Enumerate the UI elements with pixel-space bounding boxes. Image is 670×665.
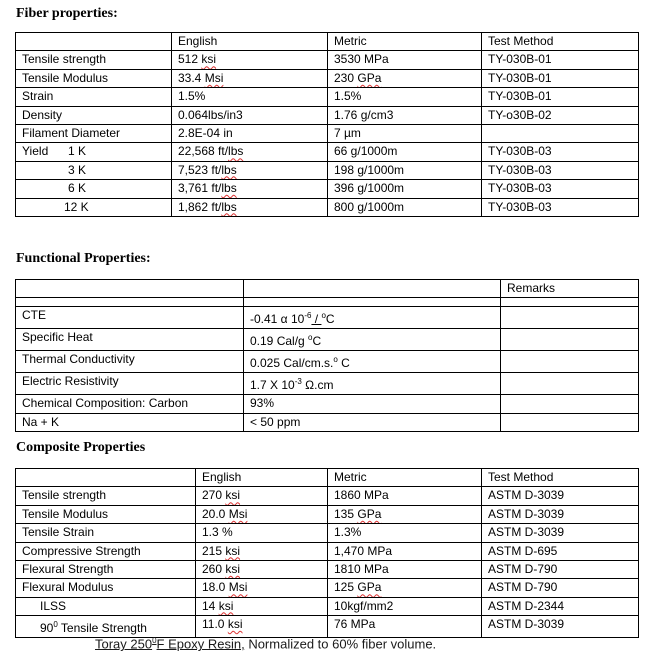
metric-value: 135 GPa bbox=[328, 505, 482, 523]
row-label bbox=[16, 180, 172, 198]
spell-check-squiggle: Msi bbox=[228, 506, 248, 521]
table-row bbox=[16, 51, 639, 69]
header-metric: Metric bbox=[328, 33, 482, 51]
row-label: Flexural Modulus bbox=[16, 579, 196, 597]
english-value: 2.8E-04 in bbox=[172, 124, 328, 142]
english-value: 3,761 ft/lbs bbox=[172, 180, 328, 198]
spell-check-squiggle: ksi bbox=[201, 52, 217, 67]
english-value: 512 ksi bbox=[172, 51, 328, 69]
spell-check-squiggle: ksi bbox=[218, 598, 234, 613]
spell-check-squiggle: GPa bbox=[357, 580, 382, 595]
english-value: 11.0 ksi bbox=[196, 616, 328, 638]
english-value: 22,568 ft/lbs bbox=[172, 143, 328, 161]
english-value: 0.064lbs/in3 bbox=[172, 106, 328, 124]
metric-value: 76 MPa bbox=[328, 616, 482, 638]
property-value: 1.7 X $10^{-3}$ Ω.cm bbox=[244, 373, 501, 395]
table-row bbox=[16, 505, 639, 523]
remarks-cell bbox=[501, 351, 639, 373]
english-value: 7,523 ft/lbs bbox=[172, 161, 328, 179]
metric-value: 3530 MPa bbox=[328, 51, 482, 69]
remarks-cell bbox=[501, 395, 639, 413]
row-label: Strain bbox=[16, 88, 172, 106]
tow-size: 6 K bbox=[68, 181, 87, 196]
english-value: 260 ksi bbox=[196, 560, 328, 578]
property-value: 93% bbox=[244, 395, 501, 413]
row-label: Thermal Conductivity bbox=[16, 351, 244, 373]
row-label bbox=[16, 161, 172, 179]
english-value: 1.5% bbox=[172, 88, 328, 106]
remarks-cell bbox=[501, 329, 639, 351]
table-row bbox=[16, 69, 639, 87]
table-row bbox=[16, 487, 639, 505]
table-row bbox=[16, 524, 639, 542]
test-method: ASTM D-3039 bbox=[482, 505, 639, 523]
english-value: 33.4 Msi bbox=[172, 69, 328, 87]
header-test-method: Test Method bbox=[482, 469, 639, 487]
spell-check-squiggle: GPa bbox=[357, 506, 382, 521]
table-row bbox=[16, 351, 639, 373]
table-row bbox=[16, 560, 639, 578]
header-cell bbox=[16, 33, 172, 51]
spell-check-squiggle: Msi bbox=[228, 580, 248, 595]
table-row bbox=[16, 307, 639, 329]
property-value: < 50 ppm bbox=[244, 413, 501, 431]
header-cell bbox=[16, 469, 196, 487]
table-row bbox=[16, 180, 639, 198]
row-label: Na + K bbox=[16, 413, 244, 431]
composite-table bbox=[15, 468, 639, 638]
metric-value: 230 GPa bbox=[328, 69, 482, 87]
row-label bbox=[16, 143, 172, 161]
table-row bbox=[16, 198, 639, 216]
row-label: ILSS bbox=[16, 597, 196, 615]
test-method: TY-o30B-02 bbox=[482, 106, 639, 124]
header-cell bbox=[244, 280, 501, 298]
remarks-cell bbox=[501, 307, 639, 329]
row-label: Chemical Composition: Carbon bbox=[16, 395, 244, 413]
composite-heading: Composite Properties bbox=[16, 440, 146, 455]
test-method bbox=[482, 124, 639, 142]
row-label: Density bbox=[16, 106, 172, 124]
english-value: 1,862 ft/lbs bbox=[172, 198, 328, 216]
table-row bbox=[16, 373, 639, 395]
functional-table bbox=[15, 279, 639, 432]
table-row bbox=[16, 329, 639, 351]
row-label: Tensile strength bbox=[16, 51, 172, 69]
property-value: 0.19 Cal/g $^o$C bbox=[244, 329, 501, 351]
row-label: Electric Resistivity bbox=[16, 373, 244, 395]
header-remarks: Remarks bbox=[501, 280, 639, 298]
table-row bbox=[16, 298, 639, 307]
test-method: TY-030B-03 bbox=[482, 143, 639, 161]
english-value: 20.0 Msi bbox=[196, 505, 328, 523]
test-method: TY-030B-03 bbox=[482, 180, 639, 198]
metric-value: 396 g/1000m bbox=[328, 180, 482, 198]
spell-check-squiggle: Msi bbox=[204, 70, 224, 85]
test-method: TY-030B-01 bbox=[482, 88, 639, 106]
header-test-method: Test Method bbox=[482, 33, 639, 51]
metric-value: 1,470 MPa bbox=[328, 542, 482, 560]
table-header-row bbox=[16, 33, 639, 51]
metric-value: 1810 MPa bbox=[328, 560, 482, 578]
english-value: 18.0 Msi bbox=[196, 579, 328, 597]
composite-footnote: Toray $250^0F$ Epoxy Resin, Normalized to 60% fiber volume. bbox=[95, 636, 437, 652]
row-label: Tensile Modulus bbox=[16, 505, 196, 523]
metric-value: 125 GPa bbox=[328, 579, 482, 597]
english-value: 270 ksi bbox=[196, 487, 328, 505]
row-label: Flexural Strength bbox=[16, 560, 196, 578]
table-row bbox=[16, 124, 639, 142]
metric-value: 1.3% bbox=[328, 524, 482, 542]
row-label bbox=[16, 198, 172, 216]
tow-size: 3 K bbox=[68, 162, 87, 177]
table-row bbox=[16, 143, 639, 161]
row-label: Compressive Strength bbox=[16, 542, 196, 560]
spell-check-squiggle: ksi bbox=[225, 561, 241, 576]
english-value: 215 ksi bbox=[196, 542, 328, 560]
table-row bbox=[16, 413, 639, 431]
remarks-cell bbox=[501, 413, 639, 431]
header-english: English bbox=[172, 33, 328, 51]
test-method: ASTM D-790 bbox=[482, 579, 639, 597]
tow-size: 12 K bbox=[64, 199, 89, 214]
row-label: $90^0$ Tensile Strength bbox=[16, 616, 196, 638]
table-row bbox=[16, 597, 639, 615]
metric-value: 1.5% bbox=[328, 88, 482, 106]
header-metric: Metric bbox=[328, 469, 482, 487]
english-value: 14 ksi bbox=[196, 597, 328, 615]
header-english: English bbox=[196, 469, 328, 487]
remarks-cell bbox=[501, 373, 639, 395]
test-method: ASTM D-695 bbox=[482, 542, 639, 560]
spell-check-squiggle: GPa bbox=[357, 70, 382, 85]
test-method: TY-030B-01 bbox=[482, 51, 639, 69]
fiber-heading: Fiber properties: bbox=[16, 6, 118, 21]
fiber-table bbox=[15, 32, 639, 217]
metric-value: 10kgf/mm2 bbox=[328, 597, 482, 615]
row-label: Filament Diameter bbox=[16, 124, 172, 142]
spell-check-squiggle: ksi bbox=[225, 543, 241, 558]
property-value: -0.41 α $10^{-6} / ^oC$ bbox=[244, 307, 501, 329]
spell-check-squiggle: ksi bbox=[225, 488, 241, 503]
tow-size: 1 K bbox=[68, 144, 87, 159]
spell-check-squiggle: lbs bbox=[221, 181, 237, 196]
table-row bbox=[16, 395, 639, 413]
test-method: TY-030B-03 bbox=[482, 161, 639, 179]
row-label: Tensile strength bbox=[16, 487, 196, 505]
test-method: TY-030B-03 bbox=[482, 198, 639, 216]
spell-check-squiggle: lbs bbox=[221, 199, 237, 214]
spell-check-squiggle: lbs bbox=[221, 162, 237, 177]
test-method: ASTM D-3039 bbox=[482, 487, 639, 505]
metric-value: 1860 MPa bbox=[328, 487, 482, 505]
table-header-row bbox=[16, 280, 639, 298]
yield-label: Yield bbox=[22, 144, 49, 159]
property-value: 0.025 Cal/cm.s.$^o$ C bbox=[244, 351, 501, 373]
test-method: ASTM D-3039 bbox=[482, 524, 639, 542]
header-cell bbox=[16, 280, 244, 298]
metric-value: 1.76 g/cm3 bbox=[328, 106, 482, 124]
spell-check-squiggle: ksi bbox=[227, 617, 243, 632]
test-method: ASTM D-2344 bbox=[482, 597, 639, 615]
row-label: Tensile Strain bbox=[16, 524, 196, 542]
row-label: Specific Heat bbox=[16, 329, 244, 351]
table-row bbox=[16, 616, 639, 638]
metric-value: 7 µm bbox=[328, 124, 482, 142]
test-method: ASTM D-3039 bbox=[482, 616, 639, 638]
english-value: 1.3 % bbox=[196, 524, 328, 542]
metric-value: 66 g/1000m bbox=[328, 143, 482, 161]
table-header-row bbox=[16, 469, 639, 487]
test-method: ASTM D-790 bbox=[482, 560, 639, 578]
table-row bbox=[16, 542, 639, 560]
test-method: TY-030B-01 bbox=[482, 69, 639, 87]
table-row bbox=[16, 161, 639, 179]
row-label: Tensile Modulus bbox=[16, 69, 172, 87]
metric-value: 198 g/1000m bbox=[328, 161, 482, 179]
table-row bbox=[16, 88, 639, 106]
spell-check-squiggle: lbs bbox=[228, 144, 244, 159]
table-row bbox=[16, 106, 639, 124]
table-row bbox=[16, 579, 639, 597]
metric-value: 800 g/1000m bbox=[328, 198, 482, 216]
functional-heading: Functional Properties: bbox=[16, 251, 151, 266]
row-label: CTE bbox=[16, 307, 244, 329]
